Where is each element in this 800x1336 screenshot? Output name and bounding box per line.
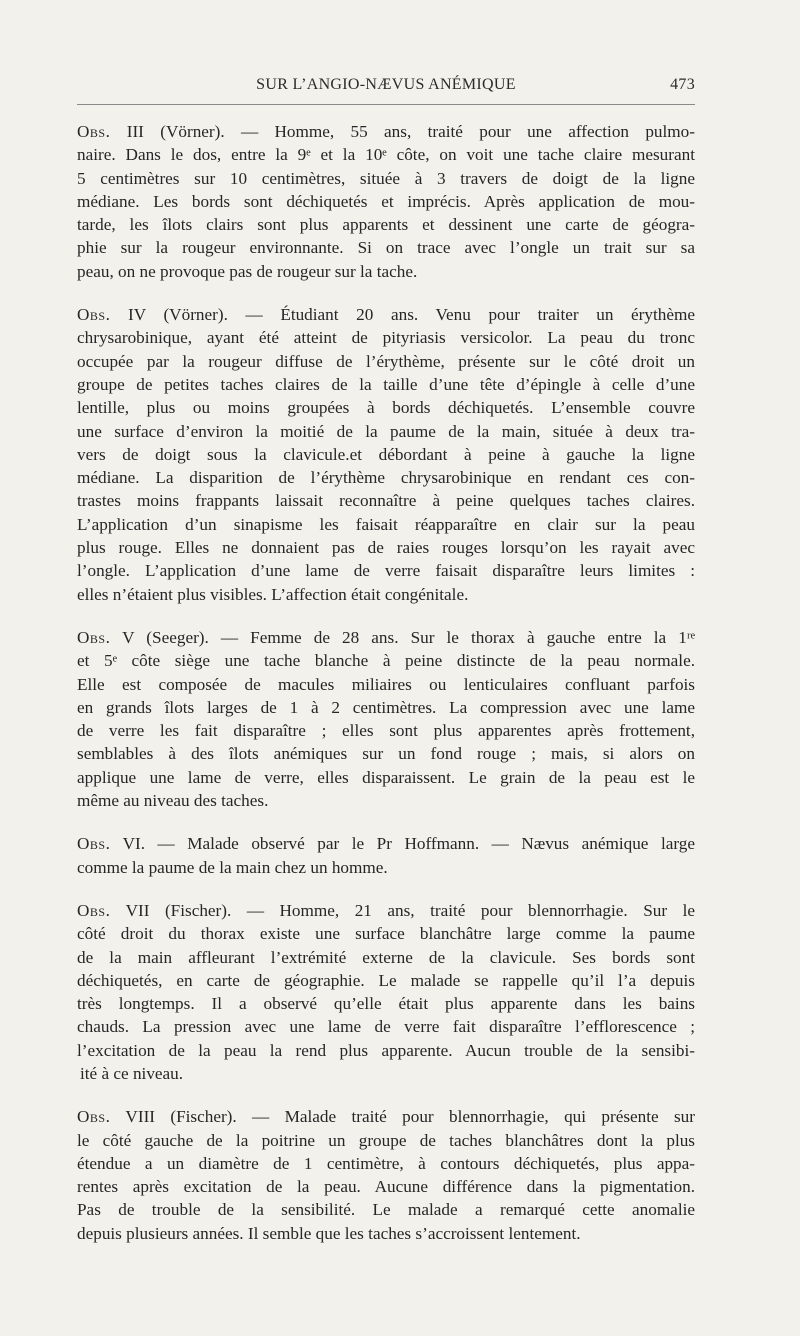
text-line: même au niveau des taches. xyxy=(77,791,269,811)
text-line: elles n’étaient plus visibles. L’affection était congénitale. xyxy=(77,584,469,604)
text-line: Pas de trouble de la sensibilité. Le malade a remarqué cette anomalie xyxy=(77,1200,695,1220)
observation-3 xyxy=(77,120,695,283)
text-line: naire. Dans le dos, entre la 9ᵉ et la 10ᵉ côte, on voit une tache claire mesurant xyxy=(77,145,695,165)
text-line: trastes moins frappants laissait reconnaître à peine quelques taches claires. xyxy=(77,491,695,511)
text-line: étendue a un diamètre de 1 centimètre, à contours déchiquetés, plus appa- xyxy=(77,1153,695,1173)
observation-5 xyxy=(77,626,695,812)
text-line: depuis plusieurs années. Il semble que les taches s’accroissent lentement. xyxy=(77,1223,581,1243)
text-line: vers de doigt sous la clavicule.et débordant à peine à gauche la ligne xyxy=(77,444,695,464)
text-line: Obs. IV (Vörner). — Étudiant 20 ans. Venu pour traiter un érythème xyxy=(77,305,695,325)
text-line: chrysarobinique, ayant été atteint de pityriasis versicolor. La peau du tronc xyxy=(77,328,695,348)
text-line: médiane. Les bords sont déchiquetés et imprécis. Après application de mou- xyxy=(77,191,695,211)
running-header xyxy=(77,76,695,100)
text-line: Obs. VI. — Malade observé par le Pr Hoffmann. — Nævus anémique large xyxy=(77,834,695,854)
text-line: Obs. VIII (Fischer). — Malade traité pour blennorrhagie, qui présente sur xyxy=(77,1107,695,1127)
text-line: de la main affleurant l’extrémité externe de la clavicule. Ses bords sont xyxy=(77,947,695,967)
text-line: une surface d’environ la moitié de la paume de la main, située à deux tra- xyxy=(77,421,695,441)
text-line: Obs. VII (Fischer). — Homme, 21 ans, traité pour blennorrhagie. Sur le xyxy=(77,900,695,920)
text-line: Obs. III (Vörner). — Homme, 55 ans, traité pour une affection pulmo- xyxy=(77,122,695,141)
text-line: groupe de petites taches claires de la taille d’une tête d’épingle à celle d’une xyxy=(77,374,695,394)
text-line: le côté gauche de la poitrine un groupe de taches blanchâtres dont la plus xyxy=(77,1130,695,1150)
text-line: Elle est composée de macules miliaires ou lenticulaires confluant parfois xyxy=(77,674,695,694)
text-line: et 5ᵉ côte siège une tache blanche à peine distincte de la peau normale. xyxy=(77,651,695,671)
text-line: plus rouge. Elles ne donnaient pas de raies rouges lorsqu’on les rayait avec xyxy=(77,538,695,558)
obs-label: Obs. xyxy=(77,1107,111,1127)
text-line: 5 centimètres sur 10 centimètres, située à 3 travers de doigt de la ligne xyxy=(77,168,695,188)
observation-7 xyxy=(77,899,695,1085)
text-line: l’excitation de la peau la rend plus apparente. Aucun trouble de la sensibi- xyxy=(77,1040,695,1060)
header-rule xyxy=(77,104,695,105)
obs-label: Obs. xyxy=(77,834,111,854)
running-title: SUR L’ANGIO-NÆVUS ANÉMIQUE xyxy=(256,76,516,93)
observation-8 xyxy=(77,1105,695,1245)
text-line: médiane. La disparition de l’érythème chrysarobinique en rendant ces con- xyxy=(77,468,695,488)
text-line: tarde, les îlots clairs sont plus apparents et dessinent une carte de géogra- xyxy=(77,215,695,235)
text-line: chauds. La pression avec une lame de verre fait disparaître l’efflorescence ; xyxy=(77,1017,695,1037)
observation-6 xyxy=(77,832,695,879)
text-line: ité à ce niveau. xyxy=(80,1063,184,1083)
text-line: l’ongle. L’application d’une lame de verre faisait disparaître leurs limites : xyxy=(77,561,695,581)
text-line: phie sur la rougeur environnante. Si on trace avec l’ongle un trait sur sa xyxy=(77,238,695,258)
page-body xyxy=(77,120,695,1265)
text-line: de verre les fait disparaître ; elles sont plus apparentes après frottement, xyxy=(77,721,695,741)
text-line: occupée par la rougeur diffuse de l’érythème, présente sur le côté droit un xyxy=(77,351,695,371)
obs-label: Obs. xyxy=(77,305,111,325)
text-line: peau, on ne provoque pas de rougeur sur la tache. xyxy=(77,261,418,281)
text-line: rentes après excitation de la peau. Aucune différence dans la pigmentation. xyxy=(77,1177,695,1197)
text-line: lentille, plus ou moins groupées à bords déchiquetés. L’ensemble couvre xyxy=(77,398,695,418)
text-line: Obs. V (Seeger). — Femme de 28 ans. Sur le thorax à gauche entre la 1ʳᵉ xyxy=(77,627,695,647)
text-line: L’application d’un sinapisme les faisait réapparaître en clair sur la peau xyxy=(77,514,695,534)
obs-label: Obs. xyxy=(77,122,111,141)
text-line: côté droit du thorax existe une surface blanchâtre large comme la paume xyxy=(77,924,695,944)
obs-label: Obs. xyxy=(77,900,111,920)
text-line: déchiquetés, en carte de géographie. Le malade se rappelle qu’il l’a depuis xyxy=(77,970,695,990)
text-line: comme la paume de la main chez un homme. xyxy=(77,857,388,877)
observation-4 xyxy=(77,303,695,606)
text-line: en grands îlots larges de 1 à 2 centimètres. La compression avec une lame xyxy=(77,697,695,717)
text-line: semblables à des îlots anémiques sur un fond rouge ; mais, si alors on xyxy=(77,744,695,764)
text-line: applique une lame de verre, elles disparaissent. Le grain de la peau est le xyxy=(77,767,695,787)
obs-label: Obs. xyxy=(77,627,111,647)
text-line: très longtemps. Il a observé qu’elle était plus apparente dans les bains xyxy=(77,994,695,1014)
page-number: 473 xyxy=(670,76,695,93)
